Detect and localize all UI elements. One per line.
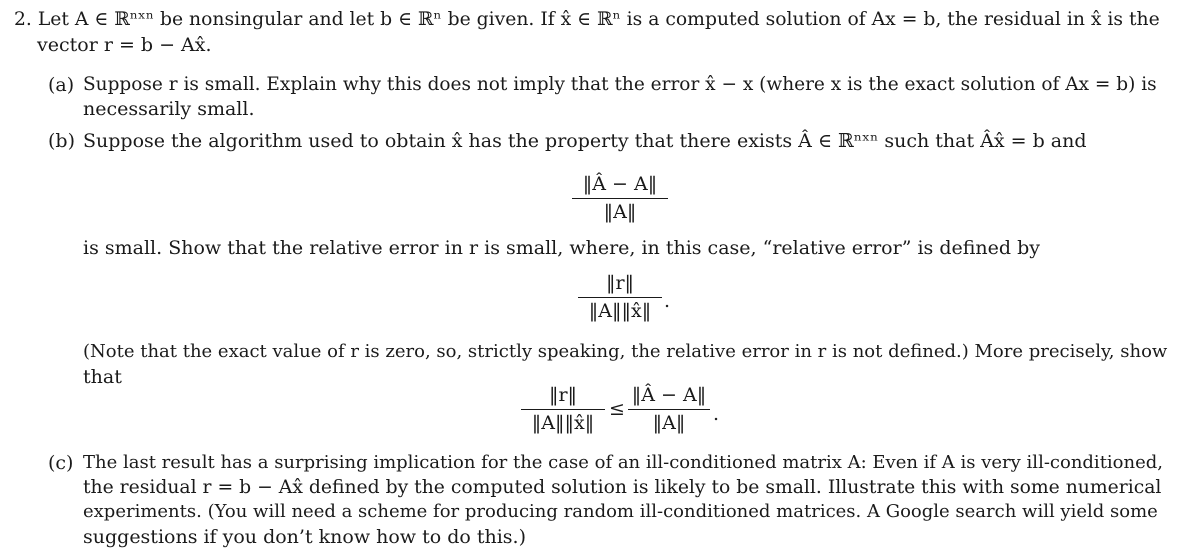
- equation-relative-error-definition: [578, 271, 662, 323]
- fraction-denominator: ‖A‖‖x̂‖: [588, 300, 652, 322]
- fraction-denominator: ‖A‖‖x̂‖: [531, 412, 595, 434]
- less-than-or-equal-symbol: ≤: [609, 398, 625, 420]
- problem-intro-line-1: 2. Let A ∈ ℝⁿˣⁿ be nonsingular and let b ∈ ℝⁿ be given. If x̂ ∈ ℝⁿ is a computed solution of Ax = b, the residual in x̂ is the: [14, 9, 1160, 30]
- part-a-line-2: necessarily small.: [83, 98, 255, 120]
- part-c-line-4: suggestions if you don’t know how to do this.): [83, 526, 527, 548]
- fraction-denominator: ‖A‖: [603, 201, 637, 223]
- part-c-line-3: experiments. (You will need a scheme for producing random ill-conditioned matrices. A Google search will yield some: [83, 501, 1158, 522]
- part-a-line-1: Suppose r is small. Explain why this does not imply that the error x̂ − x (where x is the exact solution of Ax = b) is: [83, 74, 1157, 95]
- equation-period: .: [664, 290, 671, 312]
- fraction-denominator: ‖A‖: [652, 412, 686, 434]
- fraction-numerator: ‖Â − A‖: [582, 173, 658, 195]
- fraction-bar: [578, 297, 662, 298]
- equation-period: .: [713, 403, 720, 425]
- part-a-label: (a): [48, 74, 75, 96]
- part-b-line-4: that: [83, 366, 122, 388]
- fraction-numerator: ‖r‖: [548, 384, 578, 406]
- fraction-bar: [521, 409, 605, 410]
- fraction-bar: [572, 198, 668, 199]
- inequality-lhs-fraction: [521, 383, 605, 435]
- part-b-line-2: is small. Show that the relative error in r is small, where, in this case, “relative error” is defined by: [83, 237, 1040, 259]
- part-c-label: (c): [48, 452, 74, 474]
- part-b-label: (b): [48, 130, 75, 152]
- fraction-bar: [628, 409, 710, 410]
- part-b-line-3: (Note that the exact value of r is zero, so, strictly speaking, the relative error in r is not defined.) More precisely, show: [83, 341, 1168, 362]
- part-b-line-1: Suppose the algorithm used to obtain x̂ has the property that there exists Â ∈ ℝⁿˣⁿ such that Âx̂ = b and: [83, 130, 1087, 152]
- part-c-line-1: The last result has a surprising implication for the case of an ill-conditioned matrix A: Even if A is very ill-conditioned,: [83, 452, 1164, 473]
- problem-intro-line-2: vector r = b − Ax̂.: [37, 34, 212, 56]
- fraction-numerator: ‖Â − A‖: [631, 384, 707, 406]
- fraction-numerator: ‖r‖: [605, 272, 635, 294]
- inequality-rhs-fraction: [628, 383, 710, 435]
- part-c-line-2: the residual r = b − Ax̂ defined by the computed solution is likely to be small. Illustrate this with some numerical: [83, 477, 1162, 498]
- equation-matrix-perturbation-ratio: [572, 172, 668, 224]
